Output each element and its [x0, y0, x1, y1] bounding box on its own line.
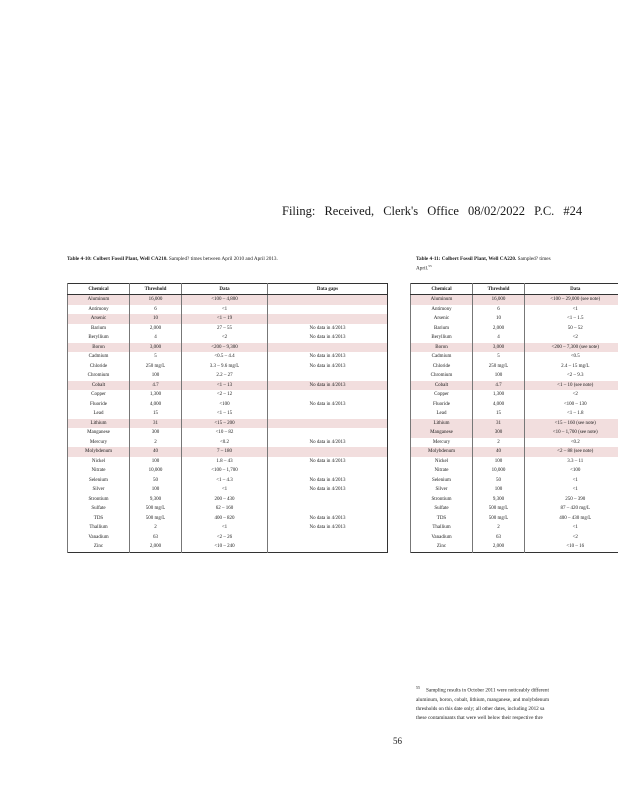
table-cell: Strontium [68, 495, 130, 505]
table-cell: 16,000 [473, 295, 525, 305]
table-row [411, 419, 618, 429]
table-cell: Nickel [68, 457, 130, 467]
table-row [411, 362, 618, 372]
table-cell: <1 – 10 (see note) [525, 381, 618, 391]
table-cell [268, 504, 388, 514]
table-cell: 100 [473, 485, 525, 495]
table-row [68, 495, 388, 505]
table-cell: No data in 4/2013 [268, 381, 388, 391]
table-cell: Cadmium [411, 352, 473, 362]
table-cell: Antimony [411, 305, 473, 315]
table-cell: 2,000 [130, 542, 182, 552]
table-cell: 2 [473, 523, 525, 533]
column-header: Chemical [411, 284, 473, 295]
table-4-10 [67, 283, 388, 553]
table-cell: 1,300 [130, 390, 182, 400]
table-cell: 9,300 [130, 495, 182, 505]
table-row [411, 438, 618, 448]
table-cell: Arsenic [411, 314, 473, 324]
table-cell: 3,000 [130, 343, 182, 353]
table-cell: Cobalt [411, 381, 473, 391]
table-row [68, 466, 388, 476]
table-row [411, 305, 618, 315]
table-cell: Chromium [411, 371, 473, 381]
table-cell: 7 – 180 [182, 447, 268, 457]
table-cell: 100 [130, 485, 182, 495]
table-header-row [411, 284, 618, 295]
table-cell: <1 [182, 305, 268, 315]
table-cell: <2 [182, 333, 268, 343]
table-row [411, 542, 618, 552]
table-cell: No data in 4/2013 [268, 476, 388, 486]
table-cell: 250 mg/L [473, 362, 525, 372]
table-cell: 400 – 820 [182, 514, 268, 524]
table-row [411, 447, 618, 457]
table-cell: 2 [130, 523, 182, 533]
table-cell: 10 [473, 314, 525, 324]
table-cell: 100 [473, 371, 525, 381]
table-cell [268, 314, 388, 324]
table-cell: Beryllium [68, 333, 130, 343]
table-cell: 40 [473, 447, 525, 457]
table-cell: <15 – 160 (see note) [525, 419, 618, 429]
table-cell: 15 [130, 409, 182, 419]
table-cell: Nitrate [411, 466, 473, 476]
table-cell: <1 [182, 523, 268, 533]
table-4-10-caption [67, 256, 387, 263]
table-cell: <2 [525, 533, 618, 543]
table-row [68, 343, 388, 353]
table-cell: Barium [68, 324, 130, 334]
table-cell: <1 – 19 [182, 314, 268, 324]
table-cell: 250 mg/L [130, 362, 182, 372]
table-cell: <10 – 1,700 (see note) [525, 428, 618, 438]
table-cell: <2 [525, 390, 618, 400]
table-cell: Sulfate [68, 504, 130, 514]
table-cell: <200 – 9,300 [182, 343, 268, 353]
table-cell: 10,000 [473, 466, 525, 476]
caption-label: Table 4-11: Colbert Fossil Plant, Well CA220. [416, 256, 517, 262]
table-row [411, 324, 618, 334]
table-row [68, 381, 388, 391]
table-cell: 2.2 – 27 [182, 371, 268, 381]
table-cell: <1 – 13 [182, 381, 268, 391]
table-cell: Beryllium [411, 333, 473, 343]
table-cell: 2.4 – 15 mg/L [525, 362, 618, 372]
table-4-11 [410, 283, 618, 553]
table-row [68, 352, 388, 362]
table-cell: <10 – 82 [182, 428, 268, 438]
table-cell: Copper [68, 390, 130, 400]
table-cell [268, 390, 388, 400]
table-cell: <100 [182, 400, 268, 410]
table-row [411, 514, 618, 524]
table-cell: Nickel [411, 457, 473, 467]
table-cell: No data in 4/2013 [268, 324, 388, 334]
table-cell: Arsenic [68, 314, 130, 324]
table-cell: 31 [473, 419, 525, 429]
table-cell: 2,000 [473, 542, 525, 552]
table-cell: <1 – 4.3 [182, 476, 268, 486]
table-cell: 10 [130, 314, 182, 324]
table-row [411, 476, 618, 486]
caption-text: Sampled? times between April 2010 and April 2013. [167, 256, 278, 262]
table-cell: 2,000 [130, 324, 182, 334]
table-cell: 6 [130, 305, 182, 315]
table-cell: <0.5 – 4.4 [182, 352, 268, 362]
table-cell: 1,300 [473, 390, 525, 400]
table-cell: Chromium [68, 371, 130, 381]
table-row [68, 314, 388, 324]
table-cell [268, 533, 388, 543]
table-cell: 62 – 160 [182, 504, 268, 514]
table-cell: <1 – 15 [182, 409, 268, 419]
table-row [411, 295, 618, 305]
table-cell: 50 [130, 476, 182, 486]
table-cell: 5 [130, 352, 182, 362]
table-cell: Lead [411, 409, 473, 419]
table-cell: 3.3 – 11 [525, 457, 618, 467]
table-cell: 500 mg/L [130, 504, 182, 514]
table-cell: 2 [130, 438, 182, 448]
table-cell: Selenium [68, 476, 130, 486]
table-cell: 250 – 390 [525, 495, 618, 505]
table-cell: <1 – 1.5 [525, 314, 618, 324]
table-cell: Silver [411, 485, 473, 495]
table-cell: 4 [473, 333, 525, 343]
table-cell [268, 495, 388, 505]
table-cell: 300 [130, 428, 182, 438]
table-cell: Boron [411, 343, 473, 353]
table-row [411, 400, 618, 410]
table-cell: 400 – 430 mg/L [525, 514, 618, 524]
table-row [68, 295, 388, 305]
table-cell: Mercury [411, 438, 473, 448]
table-cell: 3.3 – 9.6 mg/L [182, 362, 268, 372]
column-header: Chemical [68, 284, 130, 295]
table-cell: <2 – 88 (see note) [525, 447, 618, 457]
table-4-11-body [411, 295, 618, 553]
table-cell: 27 – 55 [182, 324, 268, 334]
table-row [411, 381, 618, 391]
table-cell: <100 – 130 [525, 400, 618, 410]
table-cell: <1 [525, 305, 618, 315]
table-cell: TDS [411, 514, 473, 524]
footnote-text: Sampling results in October 2011 were noticeably different [426, 687, 549, 694]
table-cell: <2 – 12 [182, 390, 268, 400]
table-cell: Lead [68, 409, 130, 419]
table-cell: Chloride [411, 362, 473, 372]
table-row [411, 409, 618, 419]
table-cell [268, 295, 388, 305]
table-cell: Zinc [411, 542, 473, 552]
table-cell: Manganese [411, 428, 473, 438]
table-row [411, 533, 618, 543]
table-cell: Manganese [68, 428, 130, 438]
table-row [68, 400, 388, 410]
table-cell: 4.7 [130, 381, 182, 391]
table-cell: 1.8 – 43 [182, 457, 268, 467]
table-cell: 2,000 [473, 324, 525, 334]
table-cell: Selenium [411, 476, 473, 486]
table-cell: 4,000 [473, 400, 525, 410]
table-cell: Cadmium [68, 352, 130, 362]
table-cell: <1 [525, 523, 618, 533]
table-row [68, 523, 388, 533]
table-cell: Thallium [411, 523, 473, 533]
table-cell: 3,000 [473, 343, 525, 353]
table-row [411, 333, 618, 343]
table-cell [268, 466, 388, 476]
footnote-marker: 55 [416, 685, 420, 690]
table-cell [268, 419, 388, 429]
table-4-10-body [68, 295, 388, 553]
table-cell: <15 – 200 [182, 419, 268, 429]
table-cell: <2 – 26 [182, 533, 268, 543]
table-cell: 100 [473, 457, 525, 467]
table-cell: 15 [473, 409, 525, 419]
table-cell: No data in 4/2013 [268, 400, 388, 410]
table-cell: 87 – 420 mg/L [525, 504, 618, 514]
table-cell: No data in 4/2013 [268, 523, 388, 533]
table-row [68, 504, 388, 514]
footnote-line [416, 683, 618, 696]
table-cell: 500 mg/L [130, 514, 182, 524]
table-cell: No data in 4/2013 [268, 362, 388, 372]
column-header: Data gaps [268, 284, 388, 295]
table-cell: <1 [525, 476, 618, 486]
table-row [68, 514, 388, 524]
table-cell: 100 [130, 371, 182, 381]
table-cell: <2 [525, 333, 618, 343]
table-cell: 100 [130, 457, 182, 467]
caption-label: Table 4-10: Colbert Fossil Plant, Well CA210. [67, 256, 168, 262]
table-cell: Vanadium [68, 533, 130, 543]
table-cell: <0.2 [525, 438, 618, 448]
table-row [68, 371, 388, 381]
table-cell: Strontium [411, 495, 473, 505]
table-cell [268, 447, 388, 457]
table-row [68, 457, 388, 467]
table-cell: Cobalt [68, 381, 130, 391]
table-cell: 4.7 [473, 381, 525, 391]
table-cell: <100 – 1,700 [182, 466, 268, 476]
table-row [68, 542, 388, 552]
table-cell [268, 409, 388, 419]
table-cell: 9,300 [473, 495, 525, 505]
footnote-ref: 55 [428, 264, 432, 268]
caption-text-line2: April. [416, 265, 429, 272]
table-row [411, 428, 618, 438]
table-cell: Lithium [68, 419, 130, 429]
table-cell: 50 – 52 [525, 324, 618, 334]
table-cell: <200 – 7,300 (see note) [525, 343, 618, 353]
table-row [411, 314, 618, 324]
table-cell: <10 – 16 [525, 542, 618, 552]
table-cell: 2 [473, 438, 525, 448]
table-row [411, 485, 618, 495]
column-header: Threshold [473, 284, 525, 295]
table-header-row [68, 284, 388, 295]
table-cell: <10 – 240 [182, 542, 268, 552]
table-row [68, 324, 388, 334]
table-row [68, 476, 388, 486]
table-cell: <100 [525, 466, 618, 476]
table-cell: 300 [473, 428, 525, 438]
table-cell [268, 542, 388, 552]
table-row [68, 438, 388, 448]
table-cell: <1 [525, 485, 618, 495]
footnote-line: these contaminants that were well below their respective thre [416, 714, 543, 721]
table-row [68, 362, 388, 372]
table-cell: 63 [473, 533, 525, 543]
table-cell: 16,000 [130, 295, 182, 305]
table-cell: Aluminum [68, 295, 130, 305]
table-row [68, 428, 388, 438]
table-cell: Thallium [68, 523, 130, 533]
table-row [411, 371, 618, 381]
table-row [68, 485, 388, 495]
table-cell: 63 [130, 533, 182, 543]
footnote [416, 683, 618, 723]
table-cell: 10,000 [130, 466, 182, 476]
table-cell: Silver [68, 485, 130, 495]
table-cell: No data in 4/2013 [268, 485, 388, 495]
footnote-line: thresholds on this date only; all other dates, including 2012 sa [416, 705, 545, 712]
table-cell: 31 [130, 419, 182, 429]
table-cell: 40 [130, 447, 182, 457]
table-cell: TDS [68, 514, 130, 524]
caption-text: Sampled? times [516, 256, 551, 262]
table-cell: Barium [411, 324, 473, 334]
table-cell: No data in 4/2013 [268, 457, 388, 467]
table-row [68, 447, 388, 457]
table-cell [268, 305, 388, 315]
table-cell: Zinc [68, 542, 130, 552]
table-cell: Molybdenum [68, 447, 130, 457]
table-cell: Fluoride [411, 400, 473, 410]
table-row [411, 504, 618, 514]
table-row [411, 352, 618, 362]
table-cell: 200 – 430 [182, 495, 268, 505]
table-cell: Sulfate [411, 504, 473, 514]
table-cell: 4,000 [130, 400, 182, 410]
table-row [411, 466, 618, 476]
table-row [68, 390, 388, 400]
table-cell: 500 mg/L [473, 504, 525, 514]
column-header: Data [182, 284, 268, 295]
table-cell: Vanadium [411, 533, 473, 543]
table-cell: 4 [130, 333, 182, 343]
table-cell: 5 [473, 352, 525, 362]
table-cell [268, 371, 388, 381]
table-row [411, 390, 618, 400]
table-cell: 6 [473, 305, 525, 315]
table-cell: <100 – 4,800 [182, 295, 268, 305]
footnote-line: aluminum, boron, cobalt, lithium, manganese, and molybdenum [416, 696, 549, 703]
table-cell: Fluoride [68, 400, 130, 410]
table-row [68, 409, 388, 419]
page-number: 56 [393, 736, 402, 746]
table-cell: <0.5 [525, 352, 618, 362]
column-header: Threshold [130, 284, 182, 295]
table-cell [268, 343, 388, 353]
table-row [68, 533, 388, 543]
filing-stamp: Filing: Received, Clerk's Office 08/02/2022 P.C. #24 [282, 204, 583, 218]
table-cell: Antimony [68, 305, 130, 315]
table-row [68, 419, 388, 429]
table-cell: <1 – 1.8 [525, 409, 618, 419]
table-cell: Boron [68, 343, 130, 353]
table-cell: No data in 4/2013 [268, 514, 388, 524]
table-cell: <100 – 29,000 (see note) [525, 295, 618, 305]
table-cell [268, 428, 388, 438]
table-cell: No data in 4/2013 [268, 352, 388, 362]
table-cell: Copper [411, 390, 473, 400]
table-cell: No data in 4/2013 [268, 438, 388, 448]
table-cell: 50 [473, 476, 525, 486]
table-cell: Chloride [68, 362, 130, 372]
table-cell: Lithium [411, 419, 473, 429]
table-cell: <2 – 9.3 [525, 371, 618, 381]
table-cell: <1 [182, 485, 268, 495]
table-cell: <0.2 [182, 438, 268, 448]
table-row [411, 343, 618, 353]
table-row [411, 457, 618, 467]
column-header: Data [525, 284, 618, 295]
table-row [411, 523, 618, 533]
table-cell: Nitrate [68, 466, 130, 476]
table-cell: No data in 4/2013 [268, 333, 388, 343]
table-cell: Molybdenum [411, 447, 473, 457]
table-cell: Mercury [68, 438, 130, 448]
table-row [411, 495, 618, 505]
table-4-11-caption [416, 256, 618, 273]
table-cell: 500 mg/L [473, 514, 525, 524]
table-row [68, 333, 388, 343]
table-cell: Aluminum [411, 295, 473, 305]
table-row [68, 305, 388, 315]
